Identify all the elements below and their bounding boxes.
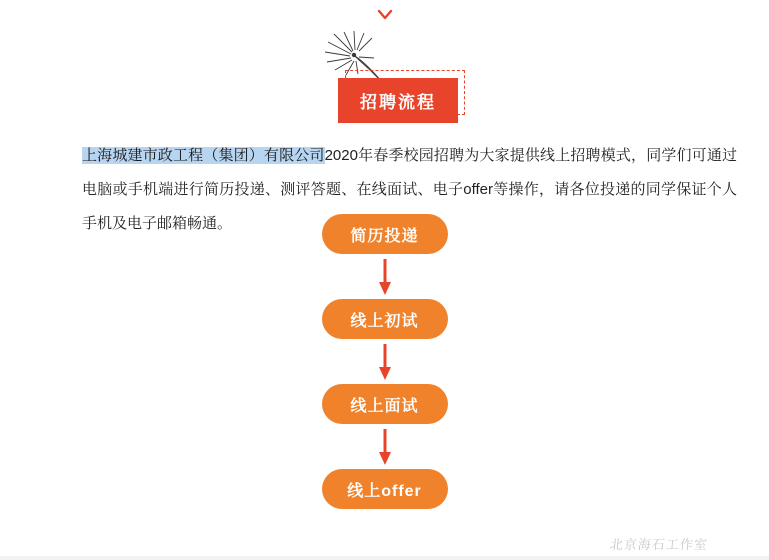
banner-block [0,30,769,120]
arrow-down-icon [375,424,395,469]
recruitment-flow-chart [0,214,769,509]
flow-step-online-interview[interactable]: 线上面试 [322,384,448,424]
flow-step-resume[interactable]: 简历投递 [322,214,448,254]
banner-title: 招聘流程 [338,78,458,123]
company-name-highlight: 上海城建市政工程（集团）有限公司 [82,147,325,164]
paragraph-rest: 2020年春季校园招聘为大家提供线上招聘模式，同学们可通过电脑或手机端进行简历投递、测评答题、在线面试、电子offer等操作，请各位投递的同学保证个人手机及电子邮箱畅通。 [82,147,737,232]
flow-step-first-interview[interactable]: 线上初试 [322,299,448,339]
chevron-container [0,4,769,31]
arrow-down-icon [375,339,395,384]
chevron-down-icon[interactable] [374,4,396,26]
page-bottom-edge [0,556,769,560]
flow-step-offer[interactable]: 线上offer [322,469,448,509]
arrow-down-icon [375,254,395,299]
watermark-text: 北京海石工作室 [609,537,709,552]
